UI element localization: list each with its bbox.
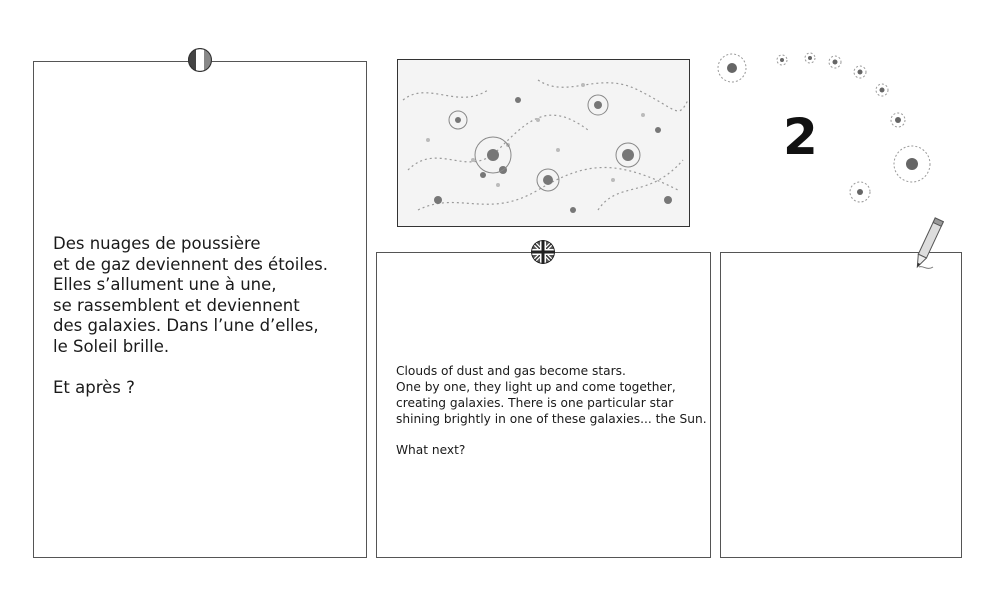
english-text-panel (376, 252, 711, 558)
france-flag-icon (188, 48, 212, 72)
french-line: et de gaz deviennent des étoiles. (53, 254, 328, 274)
french-text-panel (33, 61, 367, 558)
english-line: Clouds of dust and gas become stars. (396, 364, 626, 378)
english-line: shining brightly in one of these galaxies... the Sun. (396, 412, 707, 427)
page-number: 2 (783, 108, 818, 166)
pencil-icon (905, 215, 950, 275)
drawing-panel[interactable] (720, 252, 962, 558)
english-line: One by one, they light up and come together, (396, 380, 676, 395)
french-line: Des nuages de poussière (53, 234, 261, 253)
french-line: le Soleil brille. (53, 336, 170, 356)
english-text (396, 363, 707, 458)
galaxy-illustration (397, 59, 690, 227)
french-line: des galaxies. Dans l’une d’elles, (53, 316, 319, 336)
french-line: Elles s’allument une à une, (53, 275, 277, 295)
english-question: What next? (396, 443, 466, 458)
galaxy-arc-illustration (700, 40, 950, 210)
uk-flag-icon (531, 240, 555, 264)
french-line: se rassemblent et deviennent (53, 295, 300, 315)
english-line: creating galaxies. There is one particular star (396, 396, 674, 411)
french-question: Et après ? (53, 377, 135, 397)
french-text (53, 234, 328, 398)
